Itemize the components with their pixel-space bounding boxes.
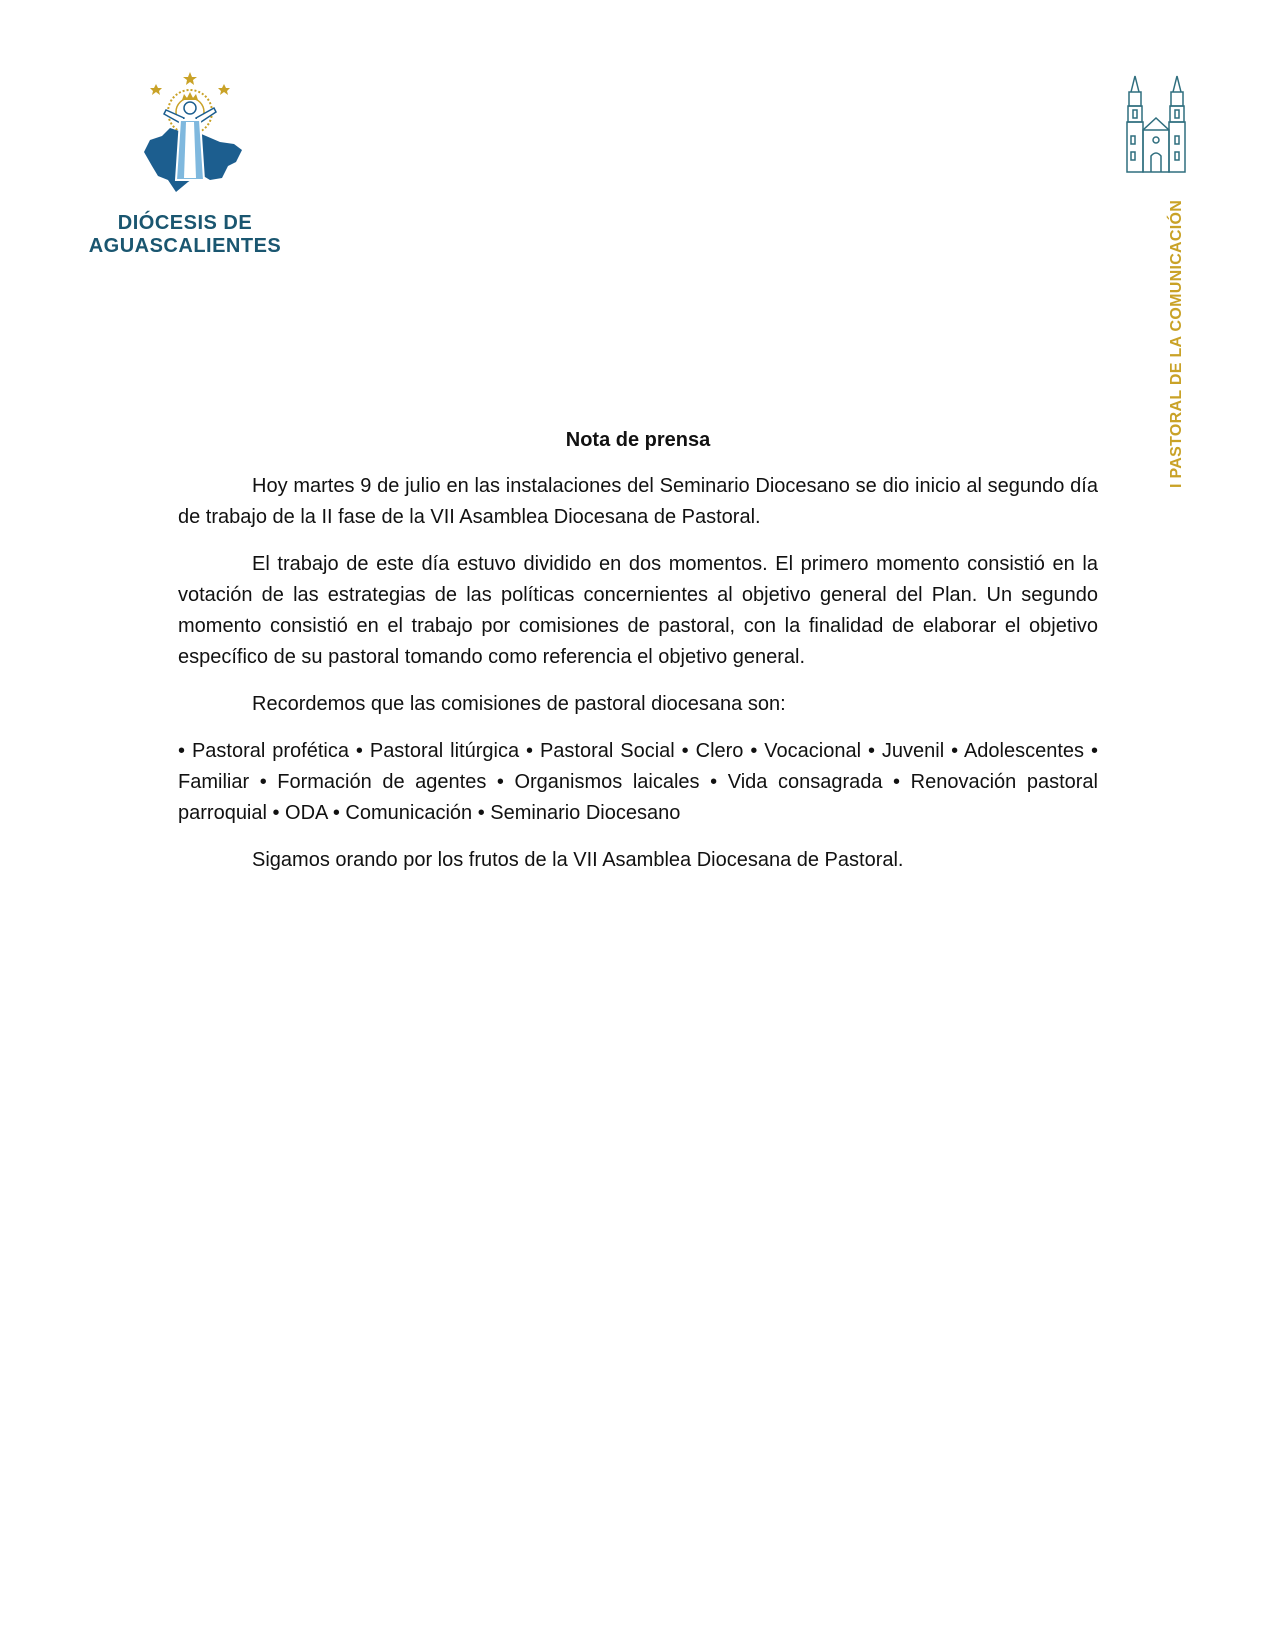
commissions-list: • Pastoral profética • Pastoral litúrgica • Pastoral Social • Clero • Vocacional • Juvenil • Adolescentes • Familiar • Formación de agentes • Organismos laicales • Vida consagrada • Renovación pastoral parroquial • ODA • Comunicación • Seminario Diocesano bbox=[178, 740, 1098, 824]
virgin-mary-icon bbox=[130, 70, 250, 195]
paragraph-intro: Hoy martes 9 de julio en las instalaciones del Seminario Diocesano se dio inicio al segundo día de trabajo de la II fase de la VII Asamblea Diocesana de Pastoral. bbox=[178, 475, 1098, 528]
logo-wordmark bbox=[85, 212, 285, 258]
page-title: Nota de prensa bbox=[565, 429, 711, 451]
paragraph-commissions-intro: Recordemos que las comisiones de pastoral diocesana son: bbox=[252, 693, 786, 715]
paragraph-work: El trabajo de este día estuvo dividido en dos momentos. El primero momento consistió en la votación de las estrategias de las políticas concernientes al objetivo general del Plan. Un segundo momento consistió en el trabajo por comisiones de pastoral, con la finalidad de elaborar el objetivo específico de su pastoral tomando como referencia el objetivo general. bbox=[178, 553, 1098, 668]
diocese-logo bbox=[85, 70, 285, 270]
logo-line-2: AGUASCALIENTES bbox=[88, 235, 282, 257]
cathedral-icon bbox=[1125, 72, 1187, 174]
pastoral-comunicacion-label: I PASTORAL DE LA COMUNICACIÓN bbox=[1168, 199, 1185, 488]
paragraph-closing: Sigamos orando por los frutos de la VII Asamblea Diocesana de Pastoral. bbox=[252, 849, 904, 871]
press-release-body bbox=[178, 425, 1098, 892]
logo-line-1: DIÓCESIS DE bbox=[117, 212, 253, 234]
